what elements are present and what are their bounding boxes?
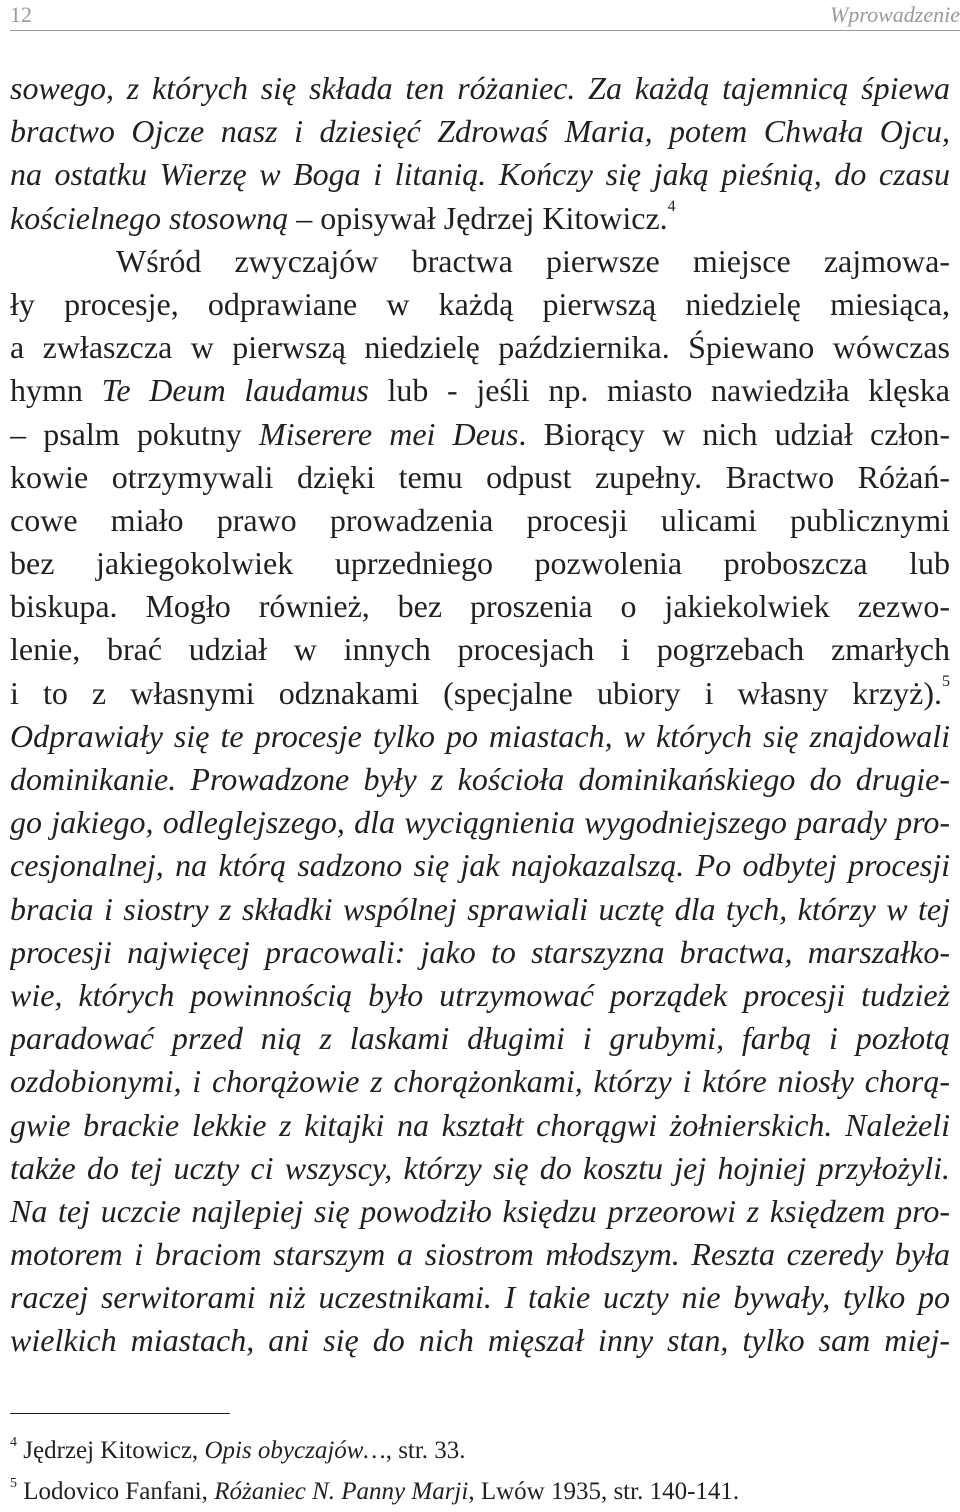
text-line (10, 197, 950, 240)
footnote-reference: 5 (942, 672, 950, 690)
text-span: – psalm pokutny (10, 415, 259, 452)
text-span: Jędrzej Kitowicz, (23, 1437, 205, 1464)
text-span: – opisywał Jędrzej Kitowicz. (288, 199, 668, 236)
text-line (10, 1017, 950, 1060)
text-line (10, 672, 950, 715)
text-line (10, 67, 950, 110)
footnote-marker: 4 (10, 1435, 17, 1450)
running-header (10, 0, 960, 31)
text-line (10, 844, 950, 887)
italic-text-span: Odprawiały się te procesje tylko po miastach, w których się znajdowali (10, 717, 950, 754)
italic-text-span: raczej serwitorami niż uczestnikami. I takie uczty nie bywały, tylko po (10, 1279, 950, 1316)
italic-text-span: na ostatku Wierzę w Boga i litanią. Kończy się jaką pieśnią, do czasu (10, 156, 950, 193)
text-line (10, 585, 950, 628)
text-span: Wśród zwyczajów bractwa pierwsze miejsce zajmowa- (116, 242, 950, 279)
text-line (10, 888, 950, 931)
text-line (10, 153, 950, 196)
italic-text-span: bracia i siostry z składki wspólnej sprawiali ucztę dla tych, którzy w tej (10, 890, 950, 927)
italic-text-span: wie, których powinnością było utrzymować porządek procesji tudzież (10, 976, 950, 1013)
footnote (10, 1471, 950, 1512)
italic-text-span: także do tej uczty ci wszyscy, którzy się do kosztu jej hojniej przyłożyli. (10, 1149, 950, 1186)
text-span: kowie otrzymywali dzięki temu odpust zupełny. Bractwo Różań- (10, 458, 950, 495)
text-span: Lodovico Fanfani, (23, 1478, 215, 1505)
text-line (10, 1190, 950, 1233)
text-span: lenie, brać udział w innych procesjach i pogrzebach zmarłych (10, 631, 950, 668)
italic-text-span: sowego, z których się składa ten różaniec. Za każdą tajemnicą śpiewa (10, 70, 950, 106)
text-span: ły procesje, odprawiane w każdą pierwszą niedzielę miesiąca, (10, 285, 950, 322)
italic-text-span: cesjonalnej, na którą sadzono się jak najokazalszą. Po odbytej procesji (10, 847, 950, 884)
text-line (10, 110, 950, 153)
text-line (10, 456, 950, 499)
text-line (10, 974, 950, 1017)
italic-text-span: wielkich miastach, ani się do nich mięszał inny stan, tylko sam miej- (10, 1322, 950, 1359)
italic-text-span: Różaniec N. Panny Marji (214, 1478, 469, 1505)
italic-text-span: Te Deum laudamus (101, 372, 369, 409)
italic-text-span: go jakiego, odleglejszego, dla wyciągnienia wygodniejszego parady pro- (10, 804, 950, 841)
text-span: cowe miało prawo prowadzenia procesji ulicami publicznymi (10, 501, 950, 538)
page-number: 12 (10, 2, 32, 27)
italic-text-span: Opis obyczajów… (204, 1437, 386, 1464)
text-line (10, 801, 950, 844)
body-text (10, 67, 950, 1363)
italic-text-span: gwie brackie lekkie z kitajki na kształt chorągwi żołnierskich. Należeli (10, 1106, 950, 1143)
text-line (10, 1104, 950, 1147)
text-line (10, 931, 950, 974)
text-line (10, 1060, 950, 1103)
text-line (10, 499, 950, 542)
italic-text-span: motorem i braciom starszym a siostrom młodszym. Reszta czeredy była (10, 1236, 950, 1273)
italic-text-span: ozdobionymi, i chorążowie z chorążonkami, którzy i które niosły chorą- (10, 1063, 950, 1100)
text-line (10, 715, 950, 758)
text-line (10, 1276, 950, 1319)
text-span: , Lwów 1935, str. 140-141. (468, 1478, 740, 1505)
text-line (10, 1319, 950, 1362)
text-span: biskupa. Mogło również, bez proszenia o jakiekolwiek zezwo- (10, 588, 950, 625)
text-span: a zwłaszcza w pierwszą niedzielę października. Śpiewano wówczas (10, 329, 950, 366)
text-span: hymn (10, 372, 102, 409)
text-line (10, 758, 950, 801)
text-line (10, 628, 950, 671)
italic-text-span: kościelnego stosowną (10, 199, 289, 236)
footnote (10, 1430, 950, 1471)
footnote-reference: 4 (667, 197, 676, 215)
footnotes (10, 1430, 950, 1512)
italic-text-span: Na tej uczcie najlepiej się powodziło księdzu przeorowi z księdzem pro- (10, 1192, 950, 1229)
text-line (10, 240, 950, 283)
italic-text-span: dominikanie. Prowadzone były z kościoła dominikańskiego do drugie- (10, 761, 950, 797)
text-span: lub - jeśli np. miasto nawiedziła klęska (368, 372, 950, 409)
text-line (10, 542, 950, 585)
italic-text-span: bractwo Ojcze nasz i dziesięć Zdrowaś Maria, potem Chwała Ojcu, (10, 113, 950, 150)
text-line (10, 326, 950, 369)
text-span: bez jakiegokolwiek uprzedniego pozwolenia proboszcza lub (10, 545, 950, 582)
text-line (10, 283, 950, 326)
italic-text-span: procesji najwięcej pracowali: jako to starszyzna bractwa, marszałko- (10, 933, 950, 970)
text-span: , str. 33. (385, 1437, 466, 1464)
text-span: i to z własnymi odznakami (specjalne ubiory i własny krzyż). (10, 674, 942, 711)
running-head-title: Wprowadzenie (830, 2, 960, 27)
italic-text-span: Miserere mei Deus (258, 415, 519, 452)
footnote-separator (10, 1413, 230, 1414)
text-line (10, 369, 950, 412)
text-line (10, 413, 950, 456)
text-line (10, 1233, 950, 1276)
text-span: . Biorący w nich udział człon- (518, 415, 950, 452)
footnote-marker: 5 (10, 1476, 17, 1491)
italic-text-span: paradować przed nią z laskami długimi i grubymi, farbą i pozłotą (10, 1020, 950, 1057)
text-line (10, 1147, 950, 1190)
